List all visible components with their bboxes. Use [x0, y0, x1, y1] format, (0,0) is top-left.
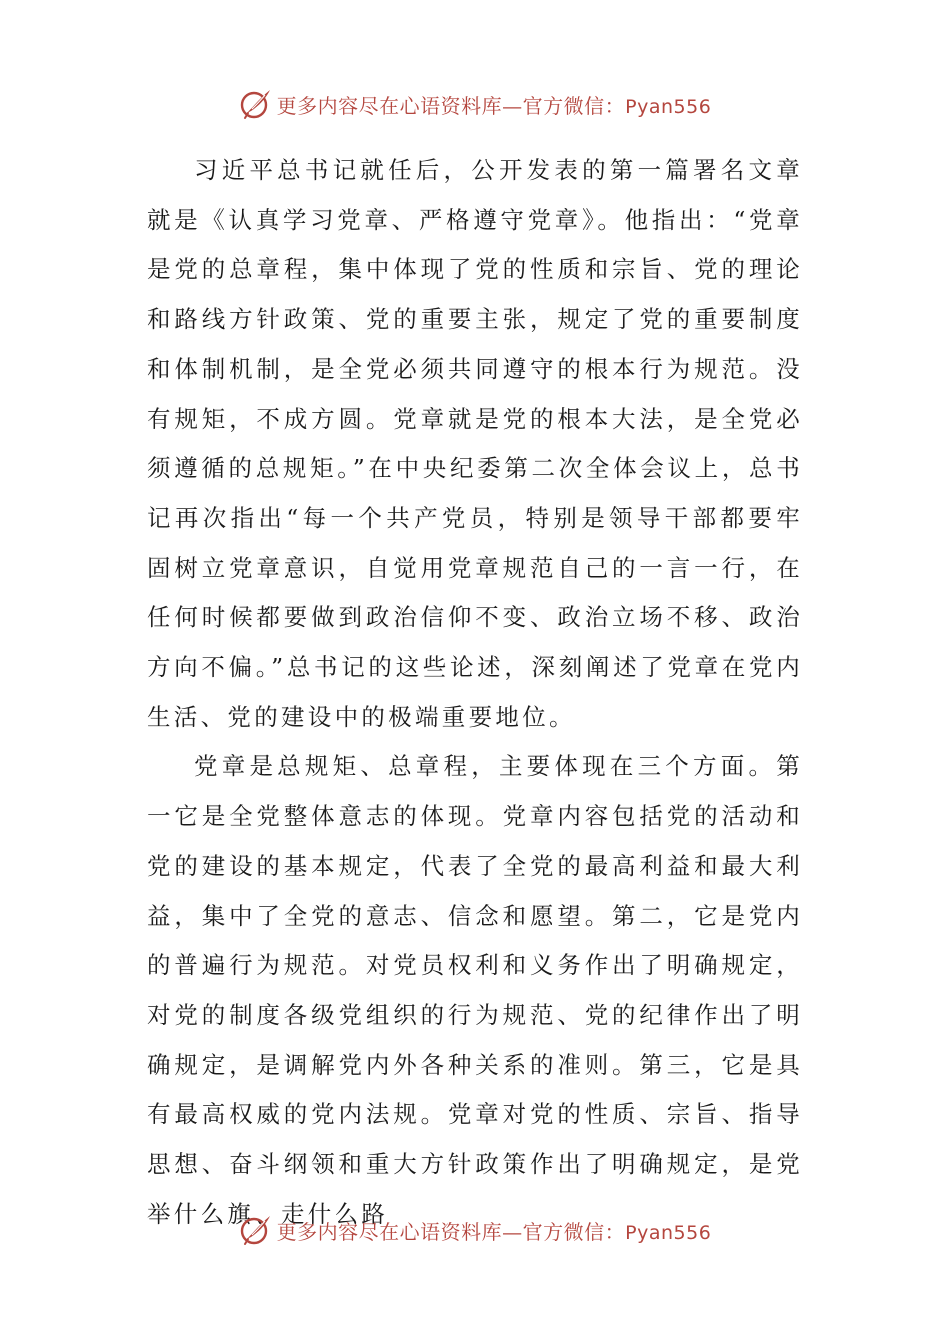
- footer-banner-label: 更多内容尽在心语资料库—官方微信：: [276, 1219, 626, 1244]
- header-banner-text: [277, 90, 712, 119]
- quill-pen-seal-icon: [239, 1213, 273, 1247]
- footer-banner: [0, 1208, 950, 1252]
- header-wechat-id: Pyan556: [625, 95, 712, 118]
- header-banner: [0, 82, 950, 126]
- paragraph-1: 习近平总书记就任后，公开发表的第一篇署名文章就是《认真学习党章、严格遵守党章》。他指出：“党章是党的总章程，集中体现了党的性质和宗旨、党的理论和路线方针政策、党的重要主张，规定了党的重要制度和体制机制，是全党必须共同遵守的根本行为规范。没有规矩，不成方圆。党章就是党的根本大法，是全党必须遵循的总规矩。”在中央纪委第二次全体会议上，总书记再次指出“每一个共产党员，特别是领导干部都要牢固树立党章意识，自觉用党章规范自己的一言一行，在任何时候都要做到政治信仰不变、政治立场不移、政治方向不偏。”总书记的这些论述，深刻阐述了党章在党内生活、党的建设中的极端重要地位。: [147, 156, 803, 731]
- quill-pen-seal-icon: [239, 87, 273, 121]
- footer-banner-text: [277, 1216, 712, 1245]
- footer-wechat-id: Pyan556: [625, 1221, 712, 1244]
- document-body: [147, 146, 803, 1239]
- paragraph-2: 党章是总规矩、总章程，主要体现在三个方面。第一它是全党整体意志的体现。党章内容包括党的活动和党的建设的基本规定，代表了全党的最高利益和最大利益，集中了全党的意志、信念和愿望。第二，它是党内的普遍行为规范。对党员权利和义务作出了明确规定，对党的制度各级党组织的行为规范、党的纪律作出了明确规定，是调解党内外各种关系的准则。第三，它是具有最高权威的党内法规。党章对党的性质、宗旨、指导思想、奋斗纲领和重大方针政策作出了明确规定，是党举什么旗、走什么路: [147, 752, 803, 1228]
- header-banner-label: 更多内容尽在心语资料库—官方微信：: [276, 93, 626, 118]
